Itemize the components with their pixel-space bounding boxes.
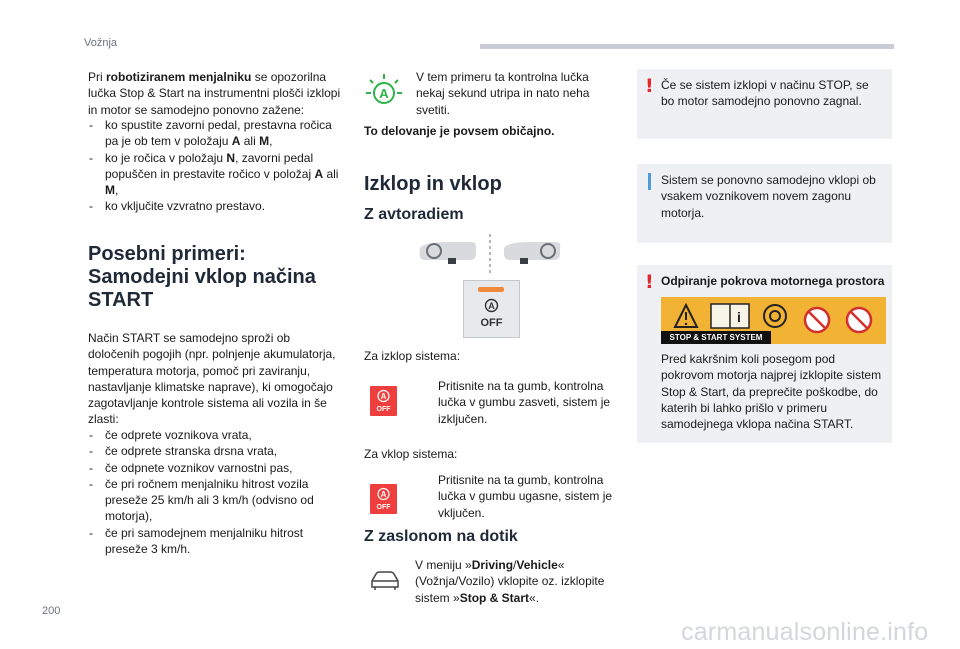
stop-start-strip: STOP & START SYSTEM [661, 331, 771, 344]
list-item: - ko spustite zavorni pedal, prestavna ročica pa je ob tem v položaju A ali M, [88, 117, 344, 150]
stop-start-button-illustration [463, 280, 520, 338]
warning-note-bonnet [637, 265, 892, 443]
svg-text:OFF: OFF [376, 504, 391, 511]
info-icon [648, 173, 651, 190]
info-text: Sistem se ponovno samodejno vklopi ob vsakem voznikovem novem zagonu motorja. [661, 173, 876, 220]
touchscreen-heading: Z zaslonom na dotik [364, 528, 518, 545]
list-item: - ko vključite vzvratno prestavo. [88, 198, 344, 214]
warning-text: Pred kakršnim koli posegom pod pokrovom motorja najprej izklopite sistem Stop & Start, da preprečite poškodbe, do katerih bi lahko prišlo v primeru samodejnega vklopa načina START. [661, 352, 882, 432]
intro-text: Pri robotiziranem menjalniku se opozorilna lučka Stop & Start na instrumentni plošči izklopi in motor se samodejno ponovno zažene: [88, 70, 341, 117]
radio-heading: Z avtoradiem [364, 206, 464, 223]
warning-text: Če se sistem izklopi v načinu STOP, se bo motor samodejno ponovno zagnal. [661, 78, 869, 109]
on-off-heading: Izklop in vklop [364, 173, 502, 195]
svg-text:A: A [380, 392, 387, 401]
header-bar [480, 44, 894, 49]
svg-text:A: A [379, 86, 389, 101]
section-title: Vožnja [84, 37, 118, 49]
warning-title: Odpiranje pokrova motornega prostora [661, 274, 885, 288]
list-item: - če pri samodejnem menjalniku hitrost preseže 3 km/h. [88, 525, 344, 558]
off-button-icon [370, 386, 397, 416]
stop-start-indicator-icon [364, 72, 404, 112]
svg-text:A: A [380, 490, 387, 499]
indicator-text: V tem primeru ta kontrolna lučka nekaj sekund utripa in nato neha svetiti. [416, 70, 590, 117]
special-cases-text: Način START se samodejno sproži ob določenih pogojih (npr. polnjenje akumulatorja, temperatura motorja, pomoč pri zaviranju, nastavljanje klimatske naprave), ki omogočajo zagotavljanje kontrole sistema ali vozila in še zlasti: [88, 331, 336, 427]
svg-text:A: A [488, 301, 495, 311]
on-button-icon [370, 484, 397, 514]
touchscreen-instruction: V meniju »Driving/Vehicle« (Vožnja/Vozilo) vklopite oz. izklopite sistem »Stop & Start«. [415, 558, 605, 605]
page-number: 200 [42, 605, 61, 617]
button-off-label: OFF [480, 317, 503, 329]
list-item: - če pri ročnem menjalniku hitrost vozila preseže 25 km/h ali 3 km/h (odvisno od motorja), [88, 476, 344, 525]
special-cases-list [88, 427, 344, 557]
warning-icon: ! [645, 75, 654, 97]
dashboard-illustration [410, 232, 575, 276]
restart-conditions-list [88, 117, 344, 215]
info-note-auto-reactivate [637, 164, 892, 243]
vehicle-menu-icon [367, 566, 403, 592]
svg-text:i: i [737, 309, 741, 325]
warning-note-restart [637, 69, 892, 139]
list-item: - če odprete voznikova vrata, [88, 427, 344, 443]
list-item: - če odpnete voznikov varnostni pas, [88, 460, 344, 476]
button-led [478, 287, 504, 292]
watermark: carmanualsonline.info [681, 618, 929, 646]
svg-text:OFF: OFF [376, 406, 391, 413]
normal-operation-note: To delovanje je povsem običajno. [364, 124, 555, 138]
on-instruction: Pritisnite na ta gumb, kontrolna lučka v gumbu ugasne, sistem je vključen. [438, 473, 613, 520]
off-instruction: Pritisnite na ta gumb, kontrolna lučka v gumbu zasveti, sistem je izključen. [438, 379, 611, 426]
on-label: Za vklop sistema: [364, 447, 458, 461]
off-label: Za izklop sistema: [364, 349, 461, 363]
warning-icon: ! [645, 271, 654, 293]
under-bonnet-label [661, 297, 886, 344]
list-item: - ko je ročica v položaju N, zavorni pedal popuščen in prestavite ročico v položaj A ali M, [88, 150, 344, 199]
list-item: - če odprete stranska drsna vrata, [88, 443, 344, 459]
special-cases-heading: Posebni primeri: Samodejni vklop načina START [88, 243, 316, 311]
